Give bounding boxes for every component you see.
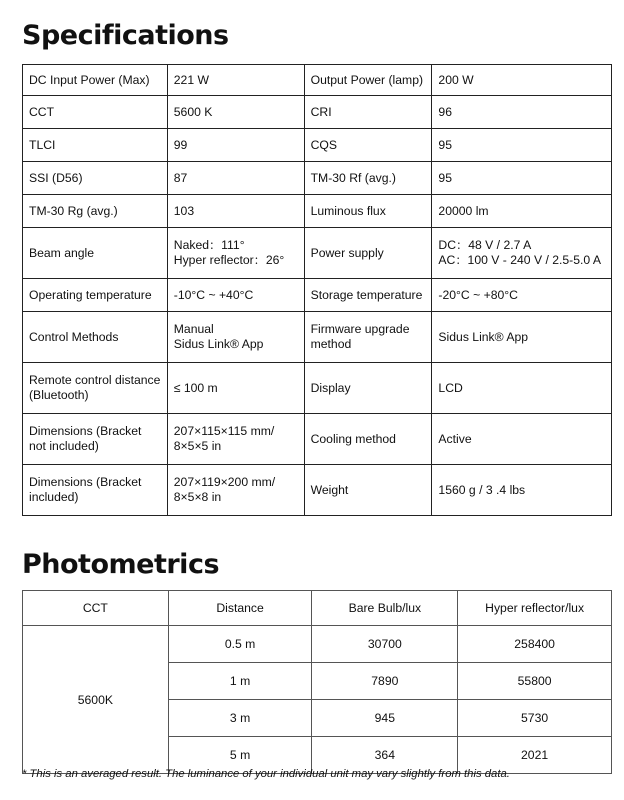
spec-label: Power supply [304,228,432,279]
spec-label: Display [304,363,432,414]
spec-value-line: 87 [173,170,188,185]
spec-value [167,96,304,129]
spec-value-line: Active [438,431,472,446]
spec-label: Operating temperature [23,279,168,312]
bare-bulb-cell: 7890 [312,663,458,700]
spec-label: Weight [304,465,432,516]
spec-label: Firmware upgrade method [304,312,432,363]
spec-value [167,129,304,162]
spec-row [23,363,612,414]
specifications-title: Specifications [22,20,229,51]
spec-value [432,129,612,162]
spec-label: DC Input Power (Max) [23,65,168,96]
distance-cell: 5 m [168,737,312,774]
hyper-reflector-cell: 2021 [458,737,612,774]
hyper-reflector-cell: 258400 [458,626,612,663]
spec-value [432,465,612,516]
spec-value-line: 207×115×115 mm/ [173,424,275,438]
spec-value-line: 95 [438,137,452,152]
spec-value [432,162,612,195]
spec-value-line: 8×5×5 in [173,439,222,453]
spec-label: Luminous flux [304,195,432,228]
spec-label: TM-30 Rg (avg.) [23,195,168,228]
spec-value [167,363,304,414]
header-distance: Distance [168,591,312,626]
spec-value-line: DC：48 V / 2.7 A [438,238,532,252]
spec-label: TM-30 Rf (avg.) [304,162,432,195]
spec-value-line: 5600 K [173,104,213,119]
spec-value [167,162,304,195]
spec-label: Beam angle [23,228,168,279]
spec-value [167,414,304,465]
header-hyper-reflector: Hyper reflector/lux [458,591,612,626]
spec-value [167,465,304,516]
spec-value [432,312,612,363]
spec-row [23,312,612,363]
spec-value [432,65,612,96]
photometrics-row [23,626,612,663]
spec-value-line: 8×5×8 in [173,490,222,504]
spec-row [23,414,612,465]
spec-value-line: 99 [173,137,188,152]
spec-value [432,279,612,312]
spec-value-line: 95 [438,170,452,185]
spec-value-line: 221 W [173,72,209,87]
spec-label: CQS [304,129,432,162]
spec-value-line: Hyper reflector：26° [173,253,285,267]
spec-value [167,228,304,279]
spec-value-line: LCD [438,380,463,395]
spec-label: Storage temperature [304,279,432,312]
header-cct: CCT [23,591,169,626]
distance-cell: 0.5 m [168,626,312,663]
spec-value [167,312,304,363]
spec-value-line: -20°C ~ +80°C [438,287,518,302]
photometrics-table [22,590,612,774]
spec-label: Output Power (lamp) [304,65,432,96]
spec-value [167,65,304,96]
spec-value-line: -10°C ~ +40°C [173,287,254,302]
spec-row [23,162,612,195]
spec-value [432,96,612,129]
bare-bulb-cell: 364 [312,737,458,774]
spec-value-line: 207×119×200 mm/ [173,475,276,489]
spec-value-line: 1560 g / 3 .4 lbs [438,482,526,497]
specifications-table [22,64,612,516]
spec-value-line: Sidus Link® App [173,337,264,351]
spec-label: Dimensions (Bracket not included) [23,414,168,465]
cct-cell: 5600K [23,626,169,774]
spec-row [23,279,612,312]
spec-value [432,228,612,279]
spec-row [23,96,612,129]
spec-label: CCT [23,96,168,129]
photometrics-title: Photometrics [22,549,220,580]
spec-label: CRI [304,96,432,129]
spec-value-line: Sidus Link® App [438,329,529,344]
spec-label: TLCI [23,129,168,162]
spec-label: Control Methods [23,312,168,363]
spec-row [23,465,612,516]
spec-row [23,228,612,279]
distance-cell: 3 m [168,700,312,737]
spec-value-line: 200 W [438,72,474,87]
hyper-reflector-cell: 5730 [458,700,612,737]
spec-value [432,363,612,414]
spec-row [23,195,612,228]
spec-value-line: 96 [438,104,452,119]
spec-label: Dimensions (Bracket included) [23,465,168,516]
spec-row [23,129,612,162]
spec-value [432,195,612,228]
spec-label: SSI (D56) [23,162,168,195]
spec-value-line: 103 [173,203,195,218]
bare-bulb-cell: 945 [312,700,458,737]
spec-value [167,279,304,312]
bare-bulb-cell: 30700 [312,626,458,663]
spec-value [167,195,304,228]
distance-cell: 1 m [168,663,312,700]
spec-value-line: 20000 lm [438,203,489,218]
photometrics-header-row [23,591,612,626]
spec-label: Cooling method [304,414,432,465]
spec-row [23,65,612,96]
spec-value-line: Manual [173,322,214,336]
spec-label: Remote control distance (Bluetooth) [23,363,168,414]
spec-value-line: ≤ 100 m [173,380,218,395]
footnote: * This is an averaged result. The luminance of your individual unit may vary slightly from this data. [22,768,510,780]
spec-value-line: AC：100 V - 240 V / 2.5-5.0 A [438,253,602,267]
spec-value [432,414,612,465]
spec-value-line: Naked：111° [173,238,245,252]
hyper-reflector-cell: 55800 [458,663,612,700]
header-bare-bulb: Bare Bulb/lux [312,591,458,626]
